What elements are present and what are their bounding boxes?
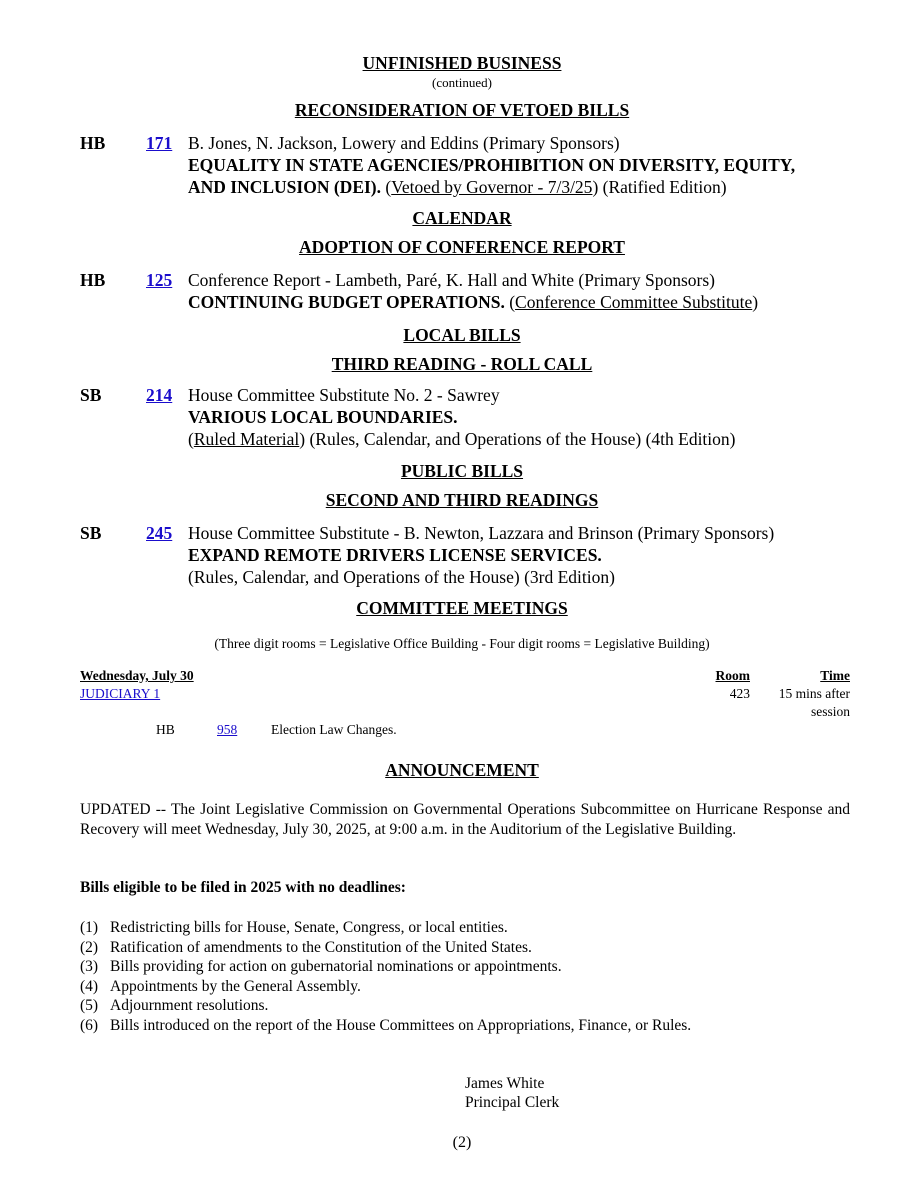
list-item-number: (4) bbox=[80, 977, 99, 995]
bill-title: EXPAND REMOTE DRIVERS LICENSE SERVICES. bbox=[188, 545, 602, 565]
calendar-heading: CALENDAR bbox=[412, 208, 512, 228]
list-item-number: (3) bbox=[80, 958, 99, 975]
bill-sponsors: House Committee Substitute No. 2 - Sawrey bbox=[188, 385, 500, 405]
bill-title: VARIOUS LOCAL BOUNDARIES. bbox=[188, 407, 458, 427]
bill-type: SB bbox=[80, 523, 102, 543]
committee-meeting-block bbox=[80, 668, 850, 748]
bill-sponsors: House Committee Substitute - B. Newton, Lazzara and Brinson (Primary Sponsors) bbox=[188, 523, 775, 543]
list-item-number: (1) bbox=[80, 919, 99, 936]
public-bills-heading: PUBLIC BILLS bbox=[400, 461, 524, 481]
list-item-text: Appointments by the General Assembly. bbox=[110, 977, 361, 995]
bill-type: HB bbox=[80, 270, 106, 290]
bill-number-link[interactable]: 245 bbox=[146, 523, 173, 543]
committee-meetings-heading: COMMITTEE MEETINGS bbox=[356, 598, 568, 618]
list-item bbox=[80, 977, 850, 997]
list-item-text: Ratification of amendments to the Constitution of the United States. bbox=[110, 938, 532, 956]
announcement-heading: ANNOUNCEMENT bbox=[385, 760, 539, 780]
list-item bbox=[80, 938, 850, 958]
room-column-header: Room bbox=[715, 668, 750, 683]
list-item-number: (6) bbox=[80, 1016, 99, 1034]
agenda-bill-title: Election Law Changes. bbox=[271, 722, 397, 737]
bill-number-link[interactable]: 171 bbox=[146, 133, 173, 153]
meeting-time-line2: session bbox=[810, 704, 850, 719]
bill-sponsors: B. Jones, N. Jackson, Lowery and Eddins (Primary Sponsors) bbox=[188, 133, 620, 153]
announcement-text: UPDATED -- The Joint Legislative Commission on Governmental Operations Subcommittee on Hurricane Response and Recovery will meet Wednesday, July 30, 2025, at 9:00 a.m. in the Auditorium of the Legislative Building. bbox=[80, 801, 850, 838]
list-item-number: (2) bbox=[80, 938, 99, 956]
bill-title: CONTINUING BUDGET OPERATIONS. bbox=[188, 292, 505, 312]
bill-edition: (Rules, Calendar, and Operations of the House) (3rd Edition) bbox=[188, 567, 615, 587]
bill-title-line2: AND INCLUSION (DEI). bbox=[188, 177, 382, 197]
bill-hb-171: HB 171 B. Jones, N. Jackson, Lowery and Eddins (Primary Sponsors) EQUALITY IN STATE AGENCIES/PROHIBITION ON DIVERSITY, EQUITY, AND INCLUSION (DEI). (Vetoed by Governor - 7/3/25) (Ratified Edition) bbox=[80, 132, 860, 198]
bill-number-link[interactable]: 125 bbox=[146, 270, 173, 290]
bill-type: HB bbox=[80, 133, 106, 153]
time-column-header: Time bbox=[820, 668, 850, 683]
veto-note: Vetoed by Governor - 7/3/25 bbox=[391, 177, 593, 197]
bill-title-line1: EQUALITY IN STATE AGENCIES/PROHIBITION ON DIVERSITY, EQUITY, bbox=[188, 155, 796, 175]
list-item bbox=[80, 996, 850, 1016]
committee-name-link[interactable]: JUDICIARY 1 bbox=[80, 686, 161, 701]
signature-name: James White bbox=[465, 1075, 545, 1092]
bill-sb-245 bbox=[80, 522, 860, 588]
substitute-note: Conference Committee Substitute bbox=[515, 292, 753, 312]
agenda-bill-number-link[interactable]: 958 bbox=[217, 722, 238, 737]
list-item-text: Bills introduced on the report of the House Committees on Appropriations, Finance, or Rules. bbox=[110, 1016, 692, 1034]
list-item-number: (5) bbox=[80, 997, 99, 1014]
bill-type: SB bbox=[80, 385, 102, 405]
signature-title: Principal Clerk bbox=[465, 1094, 560, 1111]
reconsideration-heading: RECONSIDERATION OF VETOED BILLS bbox=[294, 100, 630, 120]
bill-sponsors: Conference Report - Lambeth, Paré, K. Hall and White (Primary Sponsors) bbox=[188, 270, 715, 290]
page-number: (2) bbox=[452, 1134, 472, 1151]
conference-report-heading: ADOPTION OF CONFERENCE REPORT bbox=[299, 237, 625, 257]
meeting-room: 423 bbox=[729, 686, 750, 701]
unfinished-business-heading: UNFINISHED BUSINESS bbox=[362, 53, 562, 73]
list-item-text: Bills providing for action on gubernatorial nominations or appointments. bbox=[110, 958, 562, 975]
meeting-time-line1: 15 mins after bbox=[778, 686, 850, 701]
list-item-text: Redistricting bills for House, Senate, Congress, or local entities. bbox=[110, 919, 508, 936]
list-item bbox=[80, 918, 850, 938]
bill-edition: (Ratified Edition) bbox=[602, 177, 727, 197]
room-legend-note: (Three digit rooms = Legislative Office Building - Four digit rooms = Legislative Building) bbox=[214, 636, 710, 651]
third-reading-heading: THIRD READING - ROLL CALL bbox=[331, 354, 593, 374]
bill-edition: (Rules, Calendar, and Operations of the House) (4th Edition) bbox=[309, 429, 736, 449]
local-bills-heading: LOCAL BILLS bbox=[403, 325, 521, 345]
agenda-bill-type: HB bbox=[156, 722, 175, 737]
list-item-text: Adjournment resolutions. bbox=[110, 997, 269, 1014]
bill-sb-214: SB 214 House Committee Substitute No. 2 - Sawrey VARIOUS LOCAL BOUNDARIES. (Ruled Material) (Rules, Calendar, and Operations of the House) (4th Edition) bbox=[80, 384, 860, 450]
continued-note: (continued) bbox=[432, 75, 492, 90]
list-item bbox=[80, 957, 850, 977]
meeting-day: Wednesday, July 30 bbox=[80, 668, 194, 683]
ruled-material-note: Ruled Material bbox=[193, 429, 300, 449]
bill-number-link[interactable]: 214 bbox=[146, 385, 173, 405]
bill-hb-125: HB 125 Conference Report - Lambeth, Paré, K. Hall and White (Primary Sponsors) CONTINUING BUDGET OPERATIONS. (Conference Committee Substitute) bbox=[80, 269, 860, 313]
eligible-bills-list bbox=[80, 918, 850, 1035]
eligible-bills-heading: Bills eligible to be filed in 2025 with no deadlines: bbox=[80, 879, 406, 896]
second-third-readings-heading: SECOND AND THIRD READINGS bbox=[325, 490, 599, 510]
list-item bbox=[80, 1016, 850, 1036]
